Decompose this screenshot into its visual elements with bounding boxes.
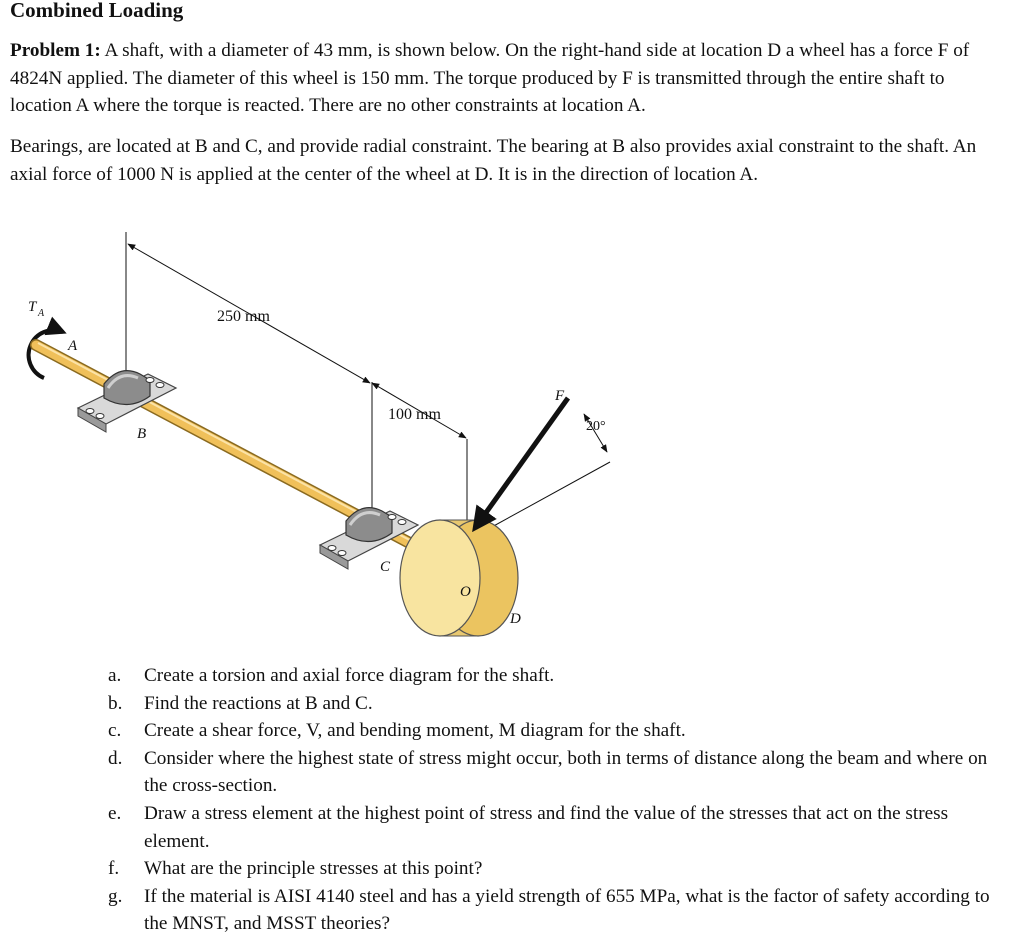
torque-subscript: A (38, 308, 45, 319)
question-item (100, 745, 1010, 800)
problem-text-1: A shaft, with a diameter of 43 mm, is shown below. On the right-hand side at location D a wheel has a force F of 4824N applied. The diameter of this wheel is 150 mm. The torque produced by F is transmitted through the entire shaft to location A where the torque is reacted. There are no other constraints at location A. (10, 40, 970, 116)
question-letter: g. (108, 885, 123, 907)
question-text: Find the reactions at B and C. (144, 692, 373, 714)
problem-paragraph-2: Bearings, are located at B and C, and provide radial constraint. The bearing at B also provides axial constraint to the shaft. An axial force of 1000 N is applied at the center of the wheel at D. It is in the direction of location A. (10, 136, 977, 185)
question-text: If the material is AISI 4140 steel and has a yield strength of 655 MPa, what is the factor of safety according to the MNST, and MSST theories? (144, 885, 990, 935)
dim-250-label: 250 mm (217, 308, 270, 325)
question-text: Create a shear force, V, and bending moment, M diagram for the shaft. (144, 720, 686, 742)
shaft-figure (0, 225, 700, 645)
shaft-diagram (0, 225, 700, 645)
question-item (100, 690, 1010, 718)
point-d-label: D (510, 611, 521, 627)
problem-label: Problem 1: (10, 40, 101, 61)
point-o-label: O (460, 584, 471, 600)
question-letter: b. (108, 692, 123, 714)
question-text: Create a torsion and axial force diagram for the shaft. (144, 665, 555, 686)
question-item (100, 717, 1010, 745)
question-item (100, 800, 1010, 855)
dimension-lines (126, 232, 610, 532)
question-letter: a. (108, 665, 122, 686)
question-letter: d. (108, 747, 123, 769)
point-b-label: B (137, 426, 147, 442)
shaft (36, 343, 470, 575)
page-title: Combined Loading (10, 0, 184, 22)
point-c-label: C (380, 559, 391, 575)
point-a-label: A (68, 338, 78, 354)
angle-label: 20° (586, 419, 606, 434)
question-item (100, 883, 1010, 938)
dim-100-label: 100 mm (388, 406, 441, 423)
question-list (100, 662, 1010, 938)
question-item (100, 855, 1010, 883)
force-arrow (475, 398, 568, 528)
problem-paragraph-1 (10, 37, 1010, 120)
question-letter: c. (108, 720, 122, 742)
force-label: F (555, 388, 565, 404)
wheel-d (400, 520, 518, 636)
question-text: What are the principle stresses at this point? (144, 858, 483, 880)
question-letter: e. (108, 802, 122, 824)
torque-label: T (28, 299, 37, 315)
question-item (100, 662, 1010, 690)
question-text: Draw a stress element at the highest point of stress and find the value of the stresses that act on the stress element. (144, 802, 949, 852)
question-text: Consider where the highest state of stress might occur, both in terms of distance along the beam and where on the cross-section. (144, 747, 988, 797)
question-letter: f. (108, 858, 120, 880)
